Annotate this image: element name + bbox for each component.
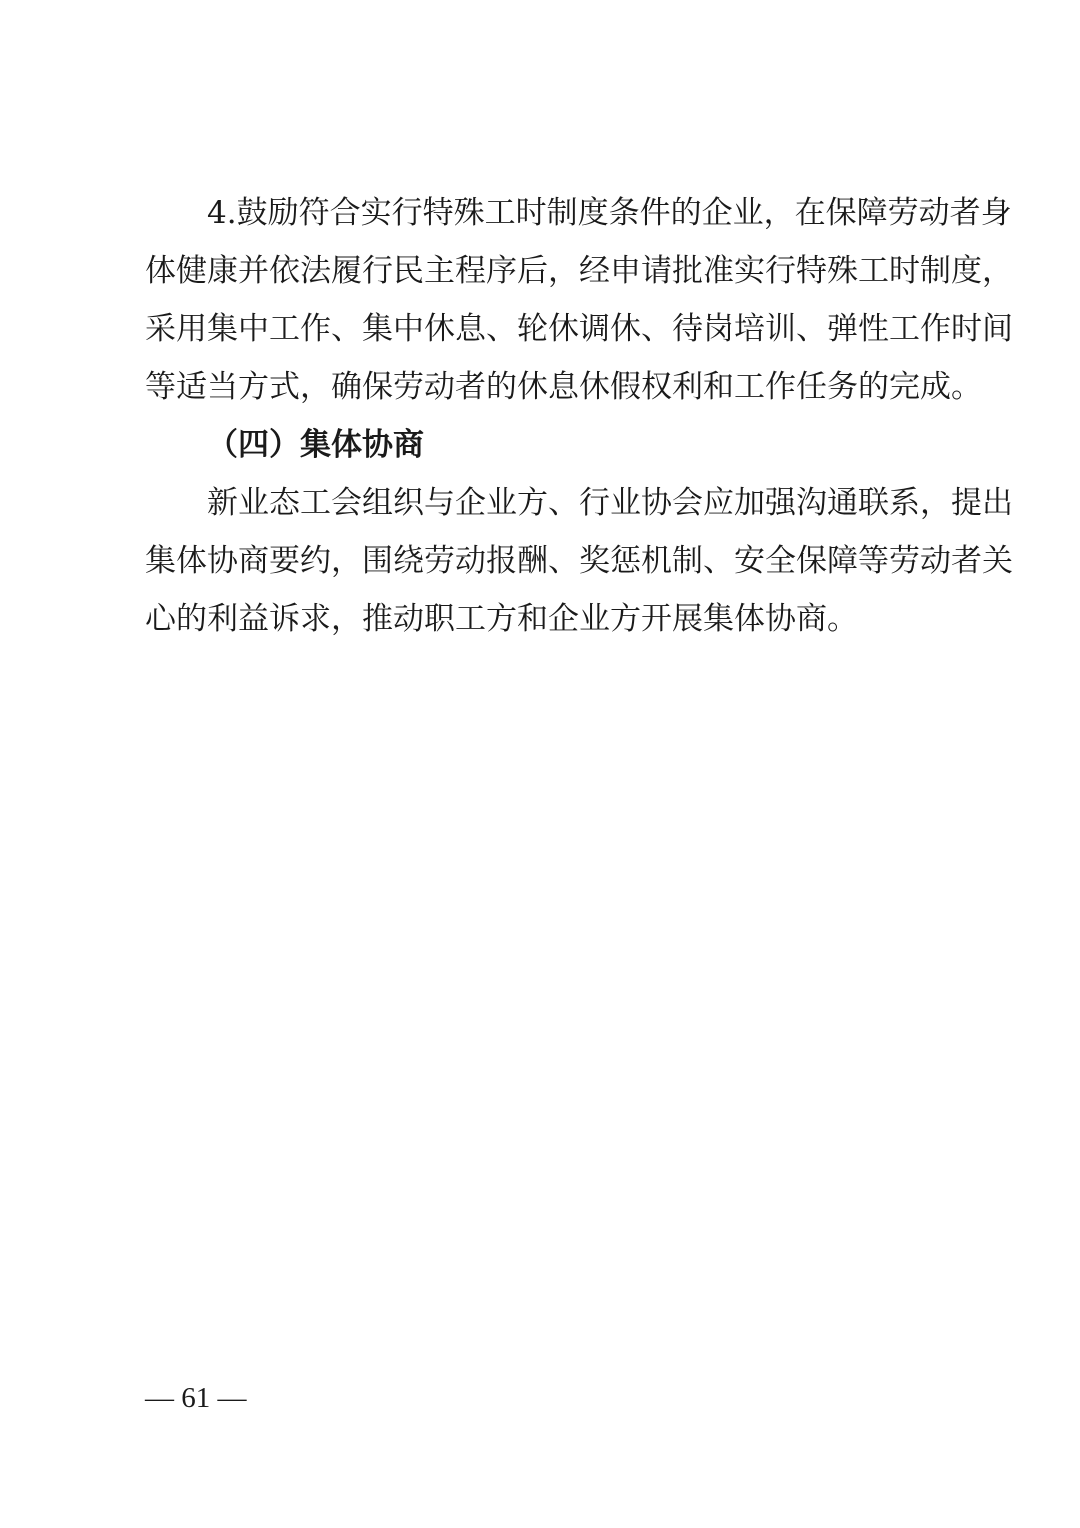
page-number: — 61 —: [145, 1382, 247, 1414]
section-heading: （四）集体协商: [207, 427, 424, 463]
paragraph-1-line-1: 4.鼓励符合实行特殊工时制度条件的企业，在保障劳动者身: [207, 195, 1012, 231]
paragraph-1-line-4: 等适当方式，确保劳动者的休息休假权利和工作任务的完成。: [145, 369, 982, 405]
paragraph-2-line-1: 新业态工会组织与企业方、行业协会应加强沟通联系，提出: [207, 485, 1013, 521]
paragraph-2-line-2: 集体协商要约，围绕劳动报酬、奖惩机制、安全保障等劳动者关: [145, 543, 1013, 579]
paragraph-2-line-3: 心的利益诉求，推动职工方和企业方开展集体协商。: [145, 601, 858, 637]
paragraph-1-line-2: 体健康并依法履行民主程序后，经申请批准实行特殊工时制度，: [145, 253, 1013, 289]
body-text: [145, 184, 1013, 648]
paragraph-1-line-3: 采用集中工作、集中休息、轮休调休、待岗培训、弹性工作时间: [145, 311, 1013, 347]
